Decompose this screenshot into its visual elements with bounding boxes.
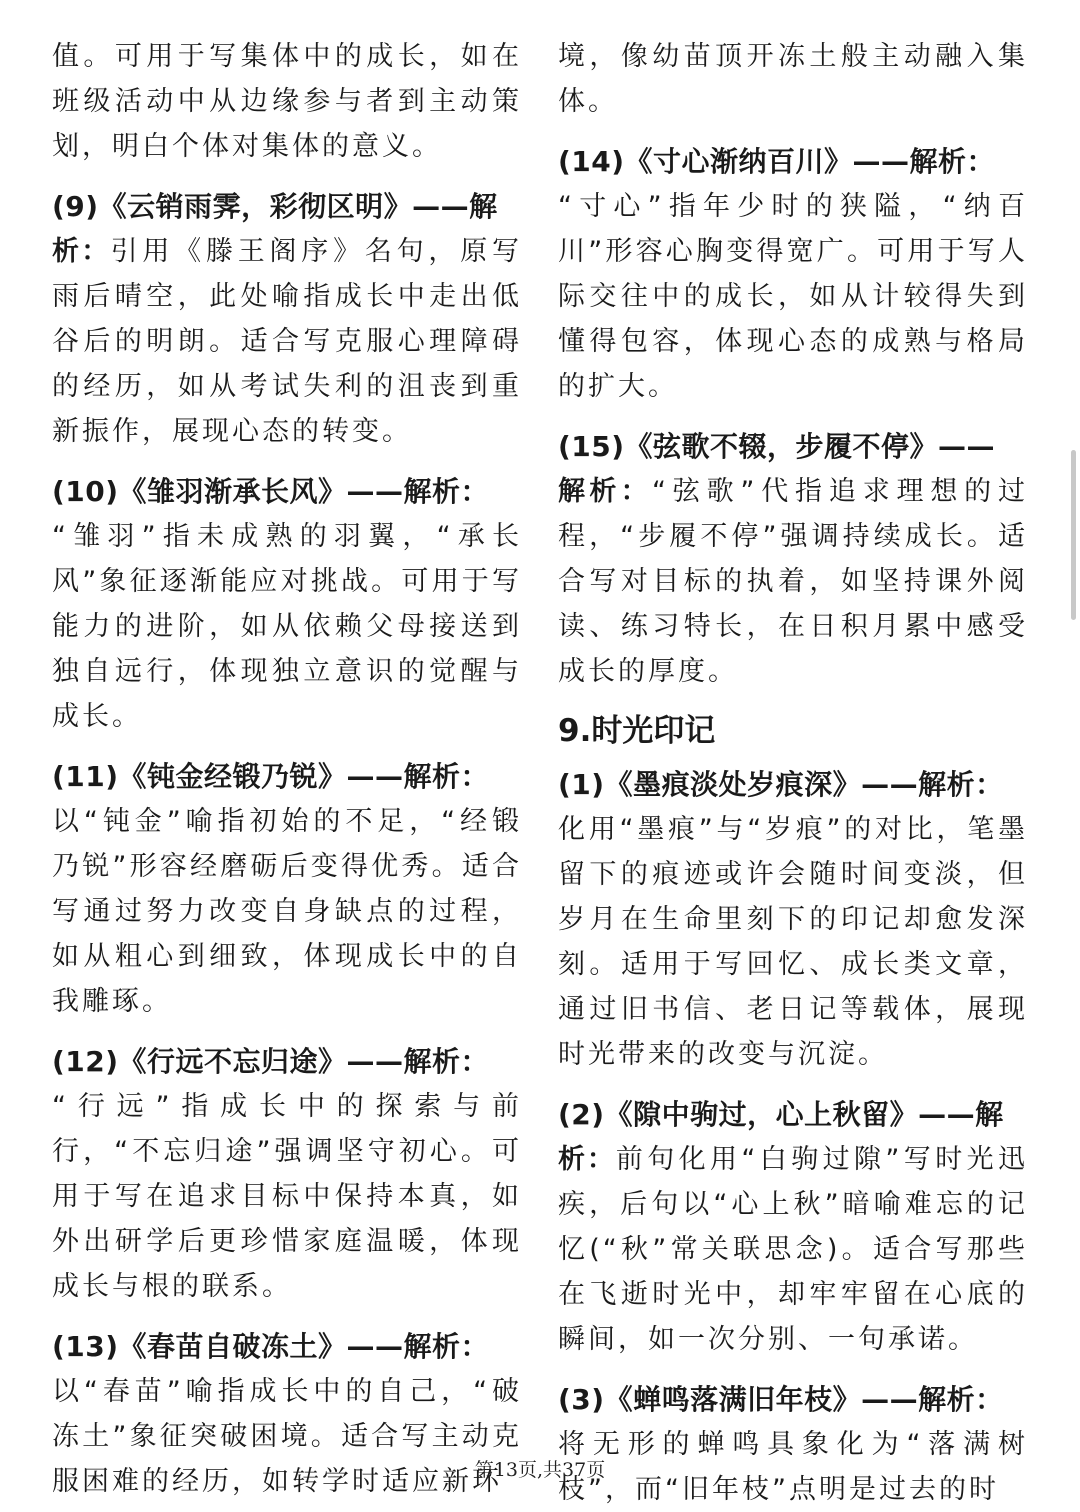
entry-heading: (2)《隙中驹过，心上秋留》——解 xyxy=(558,1098,1004,1131)
entry-12 xyxy=(52,1039,522,1309)
entry-heading: (11)《钝金经锻乃锐》——解析： xyxy=(52,760,490,793)
section-title: 9.时光印记 xyxy=(558,713,716,749)
entry-heading: (14)《寸心渐纳百川》——解析： xyxy=(558,145,996,178)
entry-time-2 xyxy=(558,1092,1028,1362)
entry-11 xyxy=(52,754,522,1024)
entry-10 xyxy=(52,469,522,739)
right-column xyxy=(558,34,1028,1512)
entry-time-3 xyxy=(558,1377,1028,1512)
entry-label: 解析： xyxy=(558,476,652,507)
scrollbar-thumb[interactable] xyxy=(1071,450,1076,620)
entry-body: “寸心”指年少时的狭隘，“纳百川”形容心胸变得宽广。可用于写人际交往中的成长，如从计较得失到懂得包容，体现心态的成熟与格局的扩大。 xyxy=(558,191,1028,402)
entry-heading: (15)《弦歌不辍，步履不停》—— xyxy=(558,430,996,463)
entry-heading: (10)《雏羽渐承长风》——解析： xyxy=(52,475,490,508)
entry-heading: (9)《云销雨霁，彩彻区明》——解 xyxy=(52,190,498,223)
entry-text: 前句化用“白驹过隙”写时光迅疾，后句以“心上秋”暗喻难忘的记忆(“秋”常关联思念)。适合写那些在飞逝时光中，却牢牢留在心底的瞬间，如一次分别、一句承诺。 xyxy=(558,1144,1029,1355)
entry-heading: (13)《春苗自破冻土》——解析： xyxy=(52,1330,490,1363)
entry-text: “弦歌”代指追求理想的过程，“步履不停”强调持续成长。适合写对目标的执着，如坚持课外阅读、练习特长，在日积月累中感受成长的厚度。 xyxy=(558,476,1028,687)
intro-paragraph: 境，像幼苗顶开冻土般主动融入集体。 xyxy=(558,41,1028,117)
entry-heading: (12)《行远不忘归途》——解析： xyxy=(52,1045,490,1078)
entry-label: 析： xyxy=(52,236,111,267)
entry-body: 将无形的蝉鸣具象化为“落满树枝”，而“旧年枝”点明是过去的时 xyxy=(558,1429,1028,1505)
left-column xyxy=(52,34,522,1504)
page-number-footer: 第13页,共37页 xyxy=(474,1459,606,1481)
entry-body xyxy=(52,229,522,454)
entry-15 xyxy=(558,424,1028,694)
entry-body xyxy=(558,469,1028,694)
entry-9 xyxy=(52,184,522,454)
entry-body: “行远”指成长中的探索与前行，“不忘归途”强调坚守初心。可用于写在追求目标中保持本真，如外出研学后更珍惜家庭温暖，体现成长与根的联系。 xyxy=(52,1091,522,1302)
entry-heading: (3)《蝉鸣落满旧年枝》——解析： xyxy=(558,1383,1004,1416)
entry-text: 引用《滕王阁序》名句，原写雨后晴空，此处喻指成长中走出低谷后的明朗。适合写克服心理障碍的经历，如从考试失利的沮丧到重新振作，展现心态的转变。 xyxy=(52,236,523,447)
intro-paragraph: 值。可用于写集体中的成长，如在班级活动中从边缘参与者到主动策划，明白个体对集体的意义。 xyxy=(52,41,522,162)
entry-body xyxy=(558,1137,1028,1362)
entry-body: 以“钝金”喻指初始的不足，“经锻乃锐”形容经磨砺后变得优秀。适合写通过努力改变自身缺点的过程，如从粗心到细致，体现成长中的自我雕琢。 xyxy=(52,806,522,1017)
entry-body: “雏羽”指未成熟的羽翼，“承长风”象征逐渐能应对挑战。可用于写能力的进阶，如从依赖父母接送到独自远行，体现独立意识的觉醒与成长。 xyxy=(52,521,522,732)
entry-14 xyxy=(558,139,1028,409)
entry-heading: (1)《墨痕淡处岁痕深》——解析： xyxy=(558,768,1004,801)
entry-body: 以“春苗”喻指成长中的自己，“破冻土”象征突破困境。适合写主动克服困难的经历，如转学时适应新环 xyxy=(52,1376,522,1497)
entry-label: 析： xyxy=(558,1144,616,1175)
entry-body: 化用“墨痕”与“岁痕”的对比，笔墨留下的痕迹或许会随时间变淡，但岁月在生命里刻下的印记却愈发深刻。适用于写回忆、成长类文章，通过旧书信、老日记等载体，展现时光带来的改变与沉淀。 xyxy=(558,814,1028,1070)
entry-time-1 xyxy=(558,762,1028,1077)
